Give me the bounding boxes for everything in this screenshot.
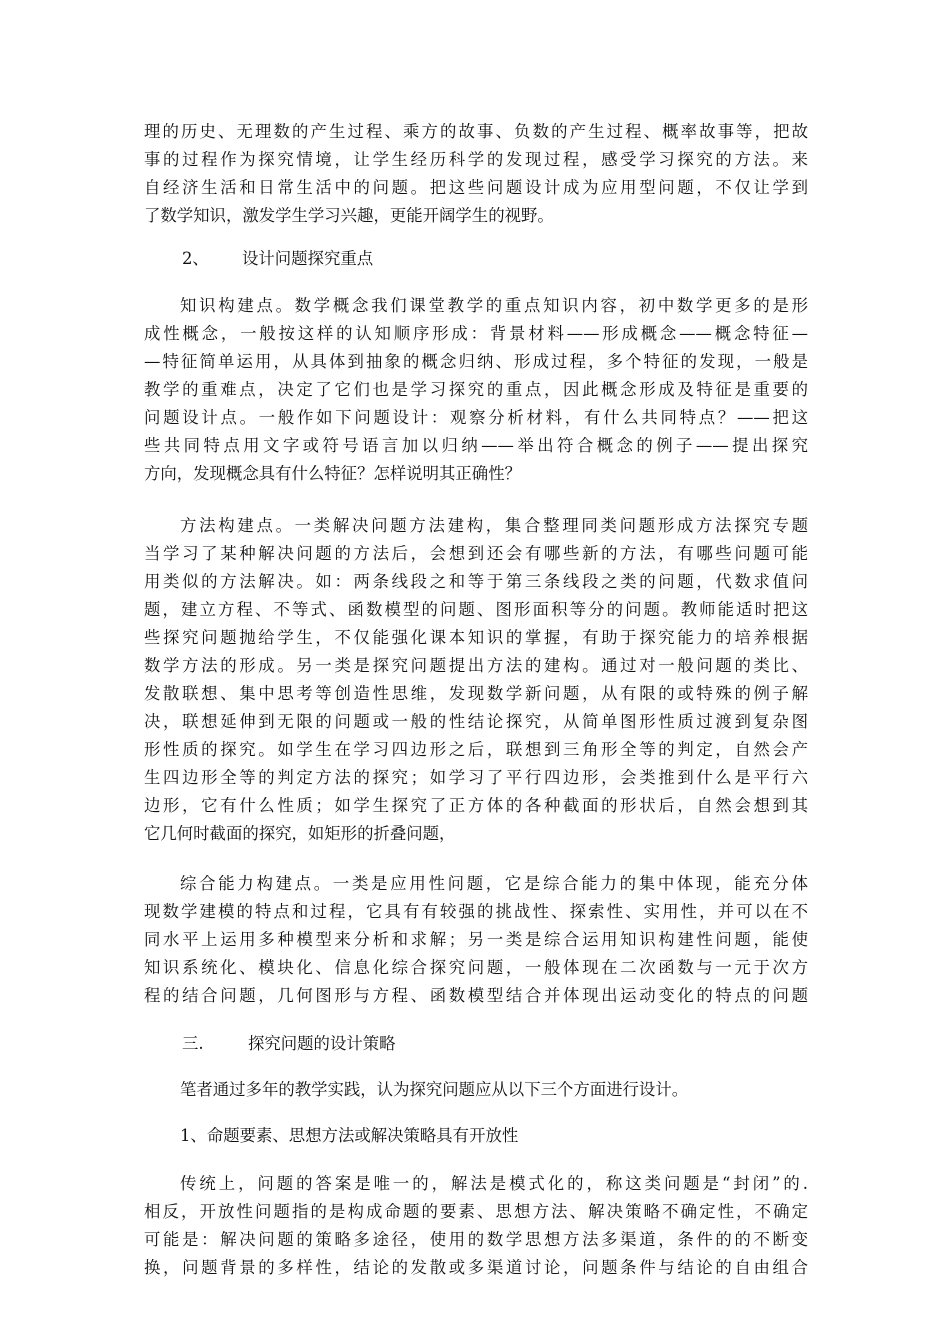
paragraph-line: 题，建立方程、不等式、函数模型的问题、图形面积等分的问题。教师能适时把这 xyxy=(144,600,808,619)
paragraph-line: 现数学建模的特点和过程，它具有有较强的挑战性、探索性、实用性，并可以在不 xyxy=(144,902,808,921)
paragraph-line: 发散联想、集中思考等创造性思维，发现数学新问题，从有限的或特殊的例子解 xyxy=(144,684,808,703)
paragraph-line: 同水平上运用多种模型来分析和求解；另一类是综合运用知识构建性问题，能使 xyxy=(144,930,808,949)
paragraph-line: 程的结合问题，几何图形与方程、函数模型结合并体现出运动变化的特点的问题 xyxy=(144,986,808,1005)
paragraph-line: 事的过程作为探究情境，让学生经历科学的发现过程，感受学习探究的方法。来 xyxy=(144,150,808,169)
paragraph-line: 数学方法的形成。另一类是探究问题提出方法的建构。通过对一般问题的类比、 xyxy=(144,656,808,675)
paragraph-line: 方向，发现概念具有什么特征？怎样说明其正确性？ xyxy=(144,464,521,483)
paragraph-line: 了数学知识，激发学生学习兴趣，更能开阔学生的视野。 xyxy=(144,206,554,225)
paragraph-line: 些探究问题抛给学生，不仅能强化课本知识的掌握，有助于探究能力的培养根据 xyxy=(144,628,808,647)
paragraph-line: 形性质的探究。如学生在学习四边形之后，联想到三角形全等的判定，自然会产 xyxy=(144,740,808,759)
paragraph-line: —特征简单运用，从具体到抽象的概念归纳、形成过程，多个特征的发现，一般是 xyxy=(144,352,808,371)
section-heading: 探究问题的设计策略 xyxy=(248,1034,396,1053)
paragraph-line: 问题设计点。一般作如下问题设计：观察分析材料，有什么共同特点？——把这 xyxy=(144,408,808,427)
paragraph-line: 决，联想延伸到无限的问题或一般的性结论探究，从简单图形性质过渡到复杂图 xyxy=(144,712,808,731)
paragraph-line: 方法构建点。一类解决问题方法建构，集合整理同类问题形成方法探究专题 xyxy=(180,516,808,535)
paragraph-line: 它几何时截面的探究，如矩形的折叠问题， xyxy=(144,824,456,843)
paragraph-line: 当学习了某种解决问题的方法后，会想到还会有哪些新的方法，有哪些问题可能 xyxy=(144,544,808,563)
paragraph-line: 传统上，问题的答案是唯一的，解法是模式化的，称这类问题是“封闭”的. xyxy=(180,1174,808,1193)
paragraph-line: 边形，它有什么性质；如学生探究了正方体的各种截面的形状后，自然会想到其 xyxy=(144,796,808,815)
paragraph-line: 换，问题背景的多样性，结论的发散或多渠道讨论，问题条件与结论的自由组合 xyxy=(144,1258,808,1277)
paragraph-line: 知识构建点。数学概念我们课堂教学的重点知识内容，初中数学更多的是形 xyxy=(180,296,808,315)
paragraph-line: 教学的重难点，决定了它们也是学习探究的重点，因此概念形成及特征是重要的 xyxy=(144,380,808,399)
paragraph-line: 些共同特点用文字或符号语言加以归纳——举出符合概念的例子——提出探究 xyxy=(144,436,808,455)
paragraph-line: 理的历史、无理数的产生过程、乘方的故事、负数的产生过程、概率故事等，把故 xyxy=(144,122,808,141)
paragraph-line: 相反，开放性问题指的是构成命题的要素、思想方法、解决策略不确定性，不确定 xyxy=(144,1202,808,1221)
paragraph-line: 用类似的方法解决。如：两条线段之和等于第三条线段之类的问题，代数求值问 xyxy=(144,572,808,591)
section-number: 三. xyxy=(182,1034,204,1053)
section-number: 2、 xyxy=(182,249,209,268)
paragraph-line: 综合能力构建点。一类是应用性问题，它是综合能力的集中体现，能充分体 xyxy=(180,874,808,893)
subsection-heading: 1、命题要素、思想方法或解决策略具有开放性 xyxy=(180,1126,519,1145)
paragraph-line: 可能是：解决问题的策略多途径，使用的数学思想方法多渠道，条件的的不断变 xyxy=(144,1230,808,1249)
paragraph-line: 生四边形全等的判定方法的探究；如学习了平行四边形，会类推到什么是平行六 xyxy=(144,768,808,787)
paragraph-line: 知识系统化、模块化、信息化综合探究问题，一般体现在二次函数与一元于次方 xyxy=(144,958,808,977)
section-heading: 设计问题探究重点 xyxy=(242,249,374,268)
paragraph-line: 成性概念，一般按这样的认知顺序形成：背景材料——形成概念——概念特征— xyxy=(144,324,808,343)
paragraph-line: 笔者通过多年的教学实践，认为探究问题应从以下三个方面进行设计。 xyxy=(180,1080,689,1099)
paragraph-line: 自经济生活和日常生活中的问题。把这些问题设计成为应用型问题，不仅让学到 xyxy=(144,178,808,197)
